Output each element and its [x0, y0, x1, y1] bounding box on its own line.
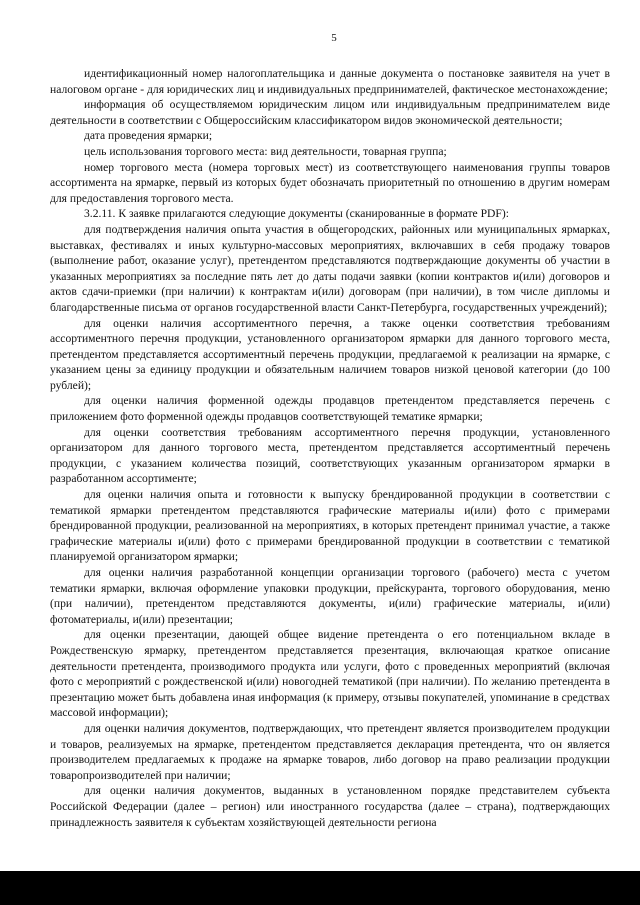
paragraph-branded-products: для оценки наличия опыта и готовности к выпуску брендированной продукции в соответствии с тематикой ярмарки претендентом представляются графические материалы и(или) фото с примерами брендированной продукции, реализованной на мероприятиях, в которых претендент принимал участие, а также графические материалы и(или) фото с примерами брендированной продукции в соответствии с тематикой планируемой организатором ярмарки;: [50, 488, 610, 564]
page-number: 5: [331, 32, 337, 44]
paragraph-tin-registration: идентификационный номер налогоплательщика и данные документа о постановке заявителя на учет в налоговом органе - для юридических лиц и индивидуальных предпринимателей, фактическое местонахождение;: [50, 67, 610, 96]
paragraph-place-number: номер торгового места (номера торговых мест) из соответствующего наименования группы товаров ассортимента на ярмарке, первый из которых будет обозначать приоритетный по отношению в другим номерам для предоставления торгового места.: [50, 160, 610, 205]
paragraph-place-purpose: цель использования торгового места: вид деятельности, товарная группа;: [84, 144, 447, 158]
paragraph-producer-documents: для оценки наличия документов, подтверждающих, что претендент является производителем продукции и товаров, реализуемых на ярмарке, претендентом представляется декларация претендента, что он является производителем предлагаемых к продаже на ярмарке товаров, либо договор на право реализации продукции товаропроизводителей при наличии;: [50, 721, 610, 782]
paragraph-place-concept: для оценки наличия разработанной концепции организации торгового (рабочего) места с учетом тематики ярмарки, включая оформление упаковки продукции, прейскуранта, торгового оборудования, меню (при наличии), претендентом представляются документы, и(или) графические материалы, и(или) фотоматериалы, и(или) презентации;: [50, 566, 610, 626]
paragraph-activity-info: информация об осуществляемом юридическим лицом или индивидуальным предпринимателем виде деятельности в соответствии с Общероссийским классификатором видов экономической деятельности;: [50, 98, 610, 127]
paragraph-experience-proof: для подтверждения наличия опыта участия в общегородских, районных или муниципальных ярмарках, выставках, фестивалях и иных культурно-массовых мероприятиях, включавших в себя продажу товаров (выполнение работ, оказание услуг), претендентом представляются подтверждающие документы об участии в указанных мероприятиях за последние пять лет до даты подачи заявки (копии контрактов и(или) договоров и актов сдачи-приемки (при наличии) к контрактам и(или) договорам (при наличии), в том числе дипломы и благодарственные письма от органов государственной власти Санкт-Петербурга, государственных учреждений);: [50, 222, 610, 314]
paragraph-uniform: для оценки наличия форменной одежды продавцов претендентом представляется перечень с приложением фото форменной одежды продавцов соответствующей тематике ярмарки;: [50, 394, 610, 424]
paragraph-assortment-compliance: для оценки соответствия требованиям ассортиментного перечня продукции, установленного организатором для данного торгового места, претендентом представляется ассортиментный перечень продукции, с указанием количества позиций, соответствующих указанным организатором ярмарки в разработанном ассортименте;: [50, 425, 610, 486]
paragraph-presentation: для оценки презентации, дающей общее видение претендента о его потенциальном вкладе в Рождественскую ярмарку, претендентом представляется презентация, включающая краткое описание деятельности претендента, производимого продукта или услуги, фото с проведенных мероприятий (включая фото с мероприятий с рождественской и(или) новогодней тематикой (при наличии). По желанию претендента в презентацию может быть добавлена иная информация (к примеру, отзывы покупателей, упоминание в средствах массовой информации);: [50, 628, 610, 720]
paragraph-attached-documents: 3.2.11. К заявке прилагаются следующие документы (сканированные в формате PDF):: [84, 207, 509, 221]
paragraph-region-documents: для оценки наличия документов, выданных в установленном порядке представителем субъекта Российской Федерации (далее – регион) или иностранного государства (далее – страна), подтверждающих принадлежность заявителя к субъектам хозяйствующей деятельности региона: [50, 784, 610, 829]
document-page: [50, 32, 610, 830]
paragraph-fair-date: дата проведения ярмарки;: [84, 129, 213, 143]
paragraph-assortment-list: для оценки наличия ассортиментного перечня, а также оценки соответствия требованиям ассортиментного перечня продукции, установленного организатором ярмарки для данного торгового места, претендентом представляется ассортиментный перечень продукции, предлагаемой к реализации на ярмарке, с указанием цены за единицу продукции и обязательным наличием товаров низкой ценовой категории (до 100 рублей);: [50, 316, 610, 392]
scan-edge-strip: [0, 871, 640, 905]
